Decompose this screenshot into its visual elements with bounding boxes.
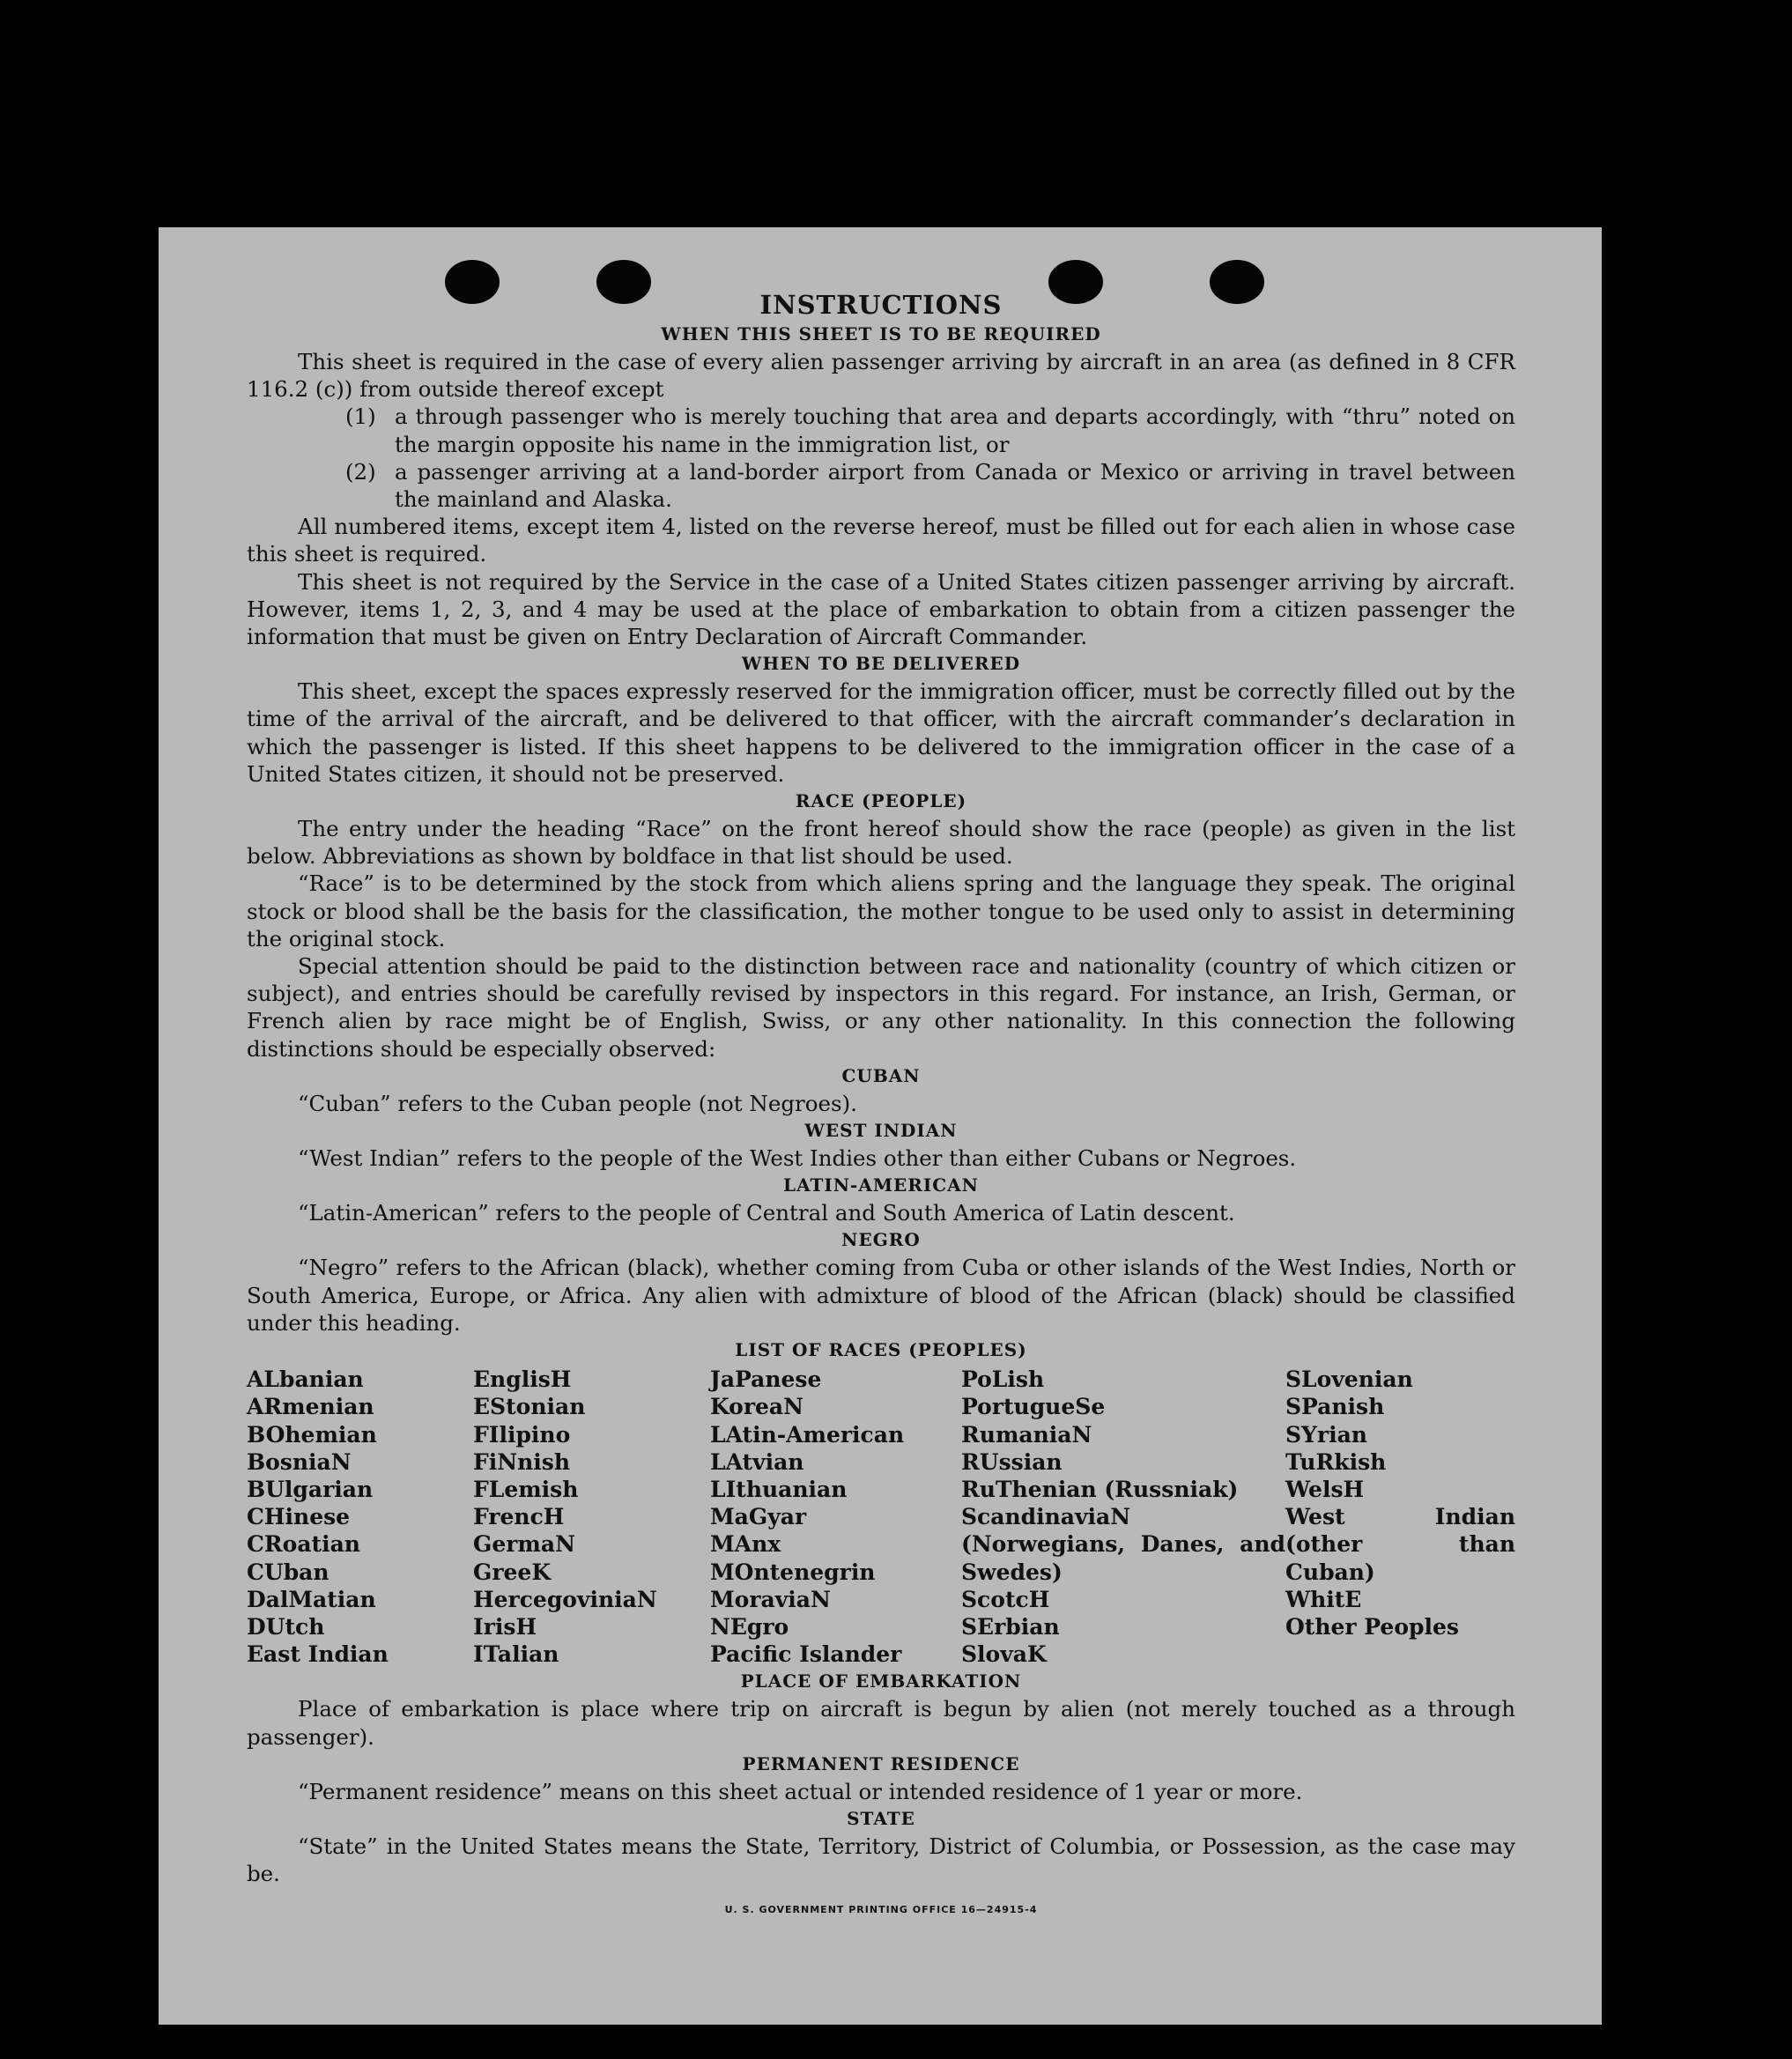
race-item: East Indian	[247, 1641, 389, 1668]
exception-item	[345, 458, 1515, 513]
paragraph: “Permanent residence” means on this sheet actual or intended residence of 1 year or more.	[298, 1778, 1303, 1804]
paragraph: “Race” is to be determined by the stock from which aliens spring and the language they speak. The original stock or blood shall be the basis for the classification, the mother tongue to be used only to assist in determining the original stock.	[247, 870, 1515, 952]
race-item: EStonian	[473, 1394, 586, 1420]
race-item: ScandinaviaN (Norwegians, Danes, and Swedes)	[961, 1504, 1285, 1585]
race-item: IrisH	[473, 1613, 537, 1640]
race-item: MAnx	[710, 1531, 781, 1558]
races-column	[961, 1366, 1285, 1668]
race-item: ALbanian	[247, 1366, 364, 1393]
races-column	[247, 1366, 473, 1668]
paragraph: The entry under the heading “Race” on the front hereof should show the race (people) as given in the list below. Abbreviations as shown by boldface in that list should be used.	[247, 816, 1515, 870]
race-item: DalMatian	[247, 1586, 376, 1612]
paragraph: All numbered items, except item 4, listed on the reverse hereof, must be filled out for each alien in whose case this sheet is required.	[247, 514, 1515, 567]
section-heading-latin-american: LATIN-AMERICAN	[783, 1174, 979, 1196]
paragraph: “Negro” refers to the African (black), whether coming from Cuba or other islands of the West Indies, North or South America, Europe, or Africa. Any alien with admixture of blood of the African (black) should be classified under this heading.	[247, 1255, 1515, 1336]
race-item: FIlipino	[473, 1421, 571, 1448]
page-title: INSTRUCTIONS	[759, 290, 1003, 320]
paragraph: This sheet, except the spaces expressly reserved for the immigration officer, must be correctly filled out by the time of the arrival of the aircraft, and be delivered to that officer, with the aircraft commander’s declaration in which the passenger is listed. If this sheet happens to be delivered to the immigration officer in the case of a United States citizen, it should not be preserved.	[247, 678, 1515, 787]
race-item: Other Peoples	[1285, 1613, 1459, 1640]
race-item: SLovenian	[1285, 1366, 1413, 1393]
race-item: GreeK	[473, 1559, 552, 1585]
exception-number: (2)	[345, 458, 376, 485]
races-list	[247, 1366, 1515, 1668]
section-heading-embarkation: PLACE OF EMBARKATION	[740, 1670, 1022, 1692]
section-heading-west-indian: WEST INDIAN	[804, 1120, 958, 1142]
race-item: BosniaN	[247, 1448, 352, 1475]
race-item: HercegoviniaN	[473, 1586, 657, 1612]
race-item: TuRkish	[1285, 1448, 1387, 1475]
section-heading-required: WHEN THIS SHEET IS TO BE REQUIRED	[661, 323, 1101, 344]
race-item: SlovaK	[961, 1641, 1047, 1668]
race-item: SPanish	[1285, 1394, 1385, 1420]
sheet-content-layer	[159, 227, 1602, 2025]
race-item: ScotcH	[961, 1586, 1050, 1612]
exception-text: a through passenger who is merely touching that area and departs accordingly, with “thru” noted on the margin opposite his name in the immigration list, or	[395, 404, 1515, 457]
race-item: CHinese	[247, 1504, 351, 1530]
race-item: CUban	[247, 1559, 330, 1585]
race-item: MoraviaN	[710, 1586, 831, 1612]
race-item: PortugueSe	[961, 1394, 1106, 1420]
paragraph: This sheet is not required by the Service in the case of a United States citizen passenger arriving by aircraft. However, items 1, 2, 3, and 4 may be used at the place of embarkation to obtain from a citizen passenger the information that must be given on Entry Declaration of Aircraft Commander.	[247, 568, 1515, 650]
paragraph: “Latin-American” refers to the people of Central and South America of Latin descent.	[298, 1200, 1235, 1226]
paragraph: Special attention should be paid to the distinction between race and nationality (country of which citizen or subject), and entries should be carefully revised by inspectors in this regard. For instance, an Irish, German, or French alien by race might be of English, Swiss, or any other nationality. In this connection the following distinctions should be especially observed:	[247, 953, 1515, 1062]
section-heading-state: STATE	[847, 1807, 915, 1829]
race-item: CRoatian	[247, 1531, 360, 1558]
race-item: LAtvian	[710, 1448, 804, 1475]
race-item: DUtch	[247, 1613, 325, 1640]
race-item: WhitE	[1285, 1586, 1362, 1612]
section-heading-residence: PERMANENT RESIDENCE	[742, 1752, 1020, 1774]
race-item: RuThenian (Russniak)	[961, 1476, 1239, 1502]
race-item: WelsH	[1285, 1476, 1365, 1502]
race-item: MaGyar	[710, 1504, 807, 1530]
race-item: LAtin-American	[710, 1421, 905, 1448]
paragraph: “State” in the United States means the State, Territory, District of Columbia, or Possession, as the case may be.	[247, 1833, 1515, 1887]
section-heading-cuban: CUBAN	[841, 1064, 921, 1086]
race-item: JaPanese	[710, 1366, 822, 1393]
race-item: ARmenian	[247, 1394, 374, 1420]
paragraph: “West Indian” refers to the people of the West Indies other than either Cubans or Negroes.	[298, 1145, 1297, 1172]
races-column	[1285, 1366, 1515, 1668]
race-item: NEgro	[710, 1613, 789, 1640]
race-item: MOntenegrin	[710, 1559, 876, 1585]
race-item: SYrian	[1285, 1421, 1367, 1448]
race-item: BUlgarian	[247, 1476, 374, 1502]
paragraph: Place of embarkation is place where trip on aircraft is begun by alien (not merely touched as a through passenger).	[247, 1696, 1515, 1750]
race-item: RUssian	[961, 1448, 1063, 1475]
race-item: RumaniaN	[961, 1421, 1092, 1448]
race-item: BOhemian	[247, 1421, 377, 1448]
race-item: PoLish	[961, 1366, 1045, 1393]
exception-number: (1)	[345, 404, 376, 430]
printing-office-imprint: U. S. GOVERNMENT PRINTING OFFICE 16—24915-4	[724, 1904, 1038, 1916]
section-heading-race: RACE (PEOPLE)	[795, 790, 967, 812]
races-column	[710, 1366, 961, 1668]
race-item: ITalian	[473, 1641, 559, 1668]
race-item: FrencH	[473, 1504, 565, 1530]
race-item: LIthuanian	[710, 1476, 848, 1502]
instructions-content	[247, 289, 1515, 1924]
race-item: GermaN	[473, 1531, 575, 1558]
paragraph: This sheet is required in the case of every alien passenger arriving by aircraft in an area (as defined in 8 CFR 116.2 (c)) from outside thereof except	[247, 349, 1515, 403]
races-column	[473, 1366, 710, 1668]
race-item: SErbian	[961, 1613, 1060, 1640]
exception-text: a passenger arriving at a land-border airport from Canada or Mexico or arriving in travel between the mainland and Alaska.	[395, 458, 1515, 513]
race-item: West Indian (other than Cuban)	[1285, 1504, 1515, 1585]
paragraph: “Cuban” refers to the Cuban people (not Negroes).	[298, 1090, 857, 1116]
section-heading-races: LIST OF RACES (PEOPLES)	[735, 1339, 1027, 1361]
race-item: FiNnish	[473, 1448, 571, 1475]
race-item: KoreaN	[710, 1394, 803, 1420]
section-heading-negro: NEGRO	[841, 1229, 921, 1251]
section-heading-delivered: WHEN TO BE DELIVERED	[741, 653, 1021, 675]
race-item: EnglisH	[473, 1366, 572, 1393]
race-item: Pacific Islander	[710, 1641, 902, 1668]
exception-item	[345, 403, 1515, 457]
race-item: FLemish	[473, 1476, 579, 1502]
